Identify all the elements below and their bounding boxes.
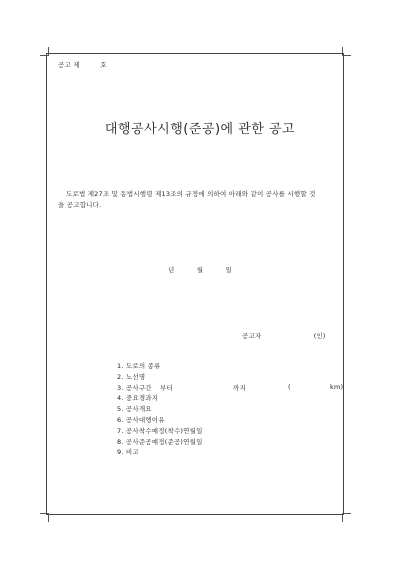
notice-body-line2: 을 공고합니다. (58, 201, 102, 209)
date-day: 일 (225, 266, 232, 274)
seal-mark: (인) (313, 332, 326, 340)
list-item: 2. 노선명 (117, 372, 146, 381)
list-item: 1. 도로의 종류 (117, 362, 161, 370)
date-year: 년 (167, 266, 175, 274)
crop-mark-top-right (342, 47, 351, 56)
section-range-to: 까지 (233, 384, 246, 392)
crop-mark-bottom-left (40, 513, 49, 522)
section-range-from: 부터 (160, 384, 173, 392)
notice-body (58, 189, 342, 211)
list-item: 4. 중요경과지 (117, 394, 159, 403)
section-length-open-paren: ( (288, 383, 291, 391)
notice-number-label: 공고 제 (58, 61, 80, 69)
crop-mark-bottom-right (342, 513, 351, 522)
notice-date (0, 265, 400, 274)
date-month: 월 (196, 266, 204, 274)
section-length-unit: km) (330, 383, 344, 391)
notice-number (58, 60, 107, 69)
list-item: 3. 공사구간 (117, 383, 152, 392)
list-item: 8. 공사준공예정(준공)연월일 (117, 437, 203, 446)
list-item: 9. 비고 (117, 448, 139, 457)
list-item: 6. 공사대행이유 (117, 415, 165, 424)
notice-number-suffix: 호 (100, 61, 107, 69)
list-item: 5. 공사개요 (117, 405, 152, 414)
announcer-label: 공고자 (242, 332, 262, 340)
item-list (117, 361, 203, 458)
list-item: 7. 공사착수예정(착수)연월일 (117, 426, 203, 435)
notice-body-line1: 도로법 제27조 및 동법시행령 제13조의 규정에 의하여 아래와 같이 공사를 시행할 것 (66, 190, 316, 198)
page-title: 대행공사시행(준공)에 관한 공고 (104, 122, 296, 137)
announcer (242, 331, 326, 340)
crop-mark-top-left (40, 47, 49, 56)
